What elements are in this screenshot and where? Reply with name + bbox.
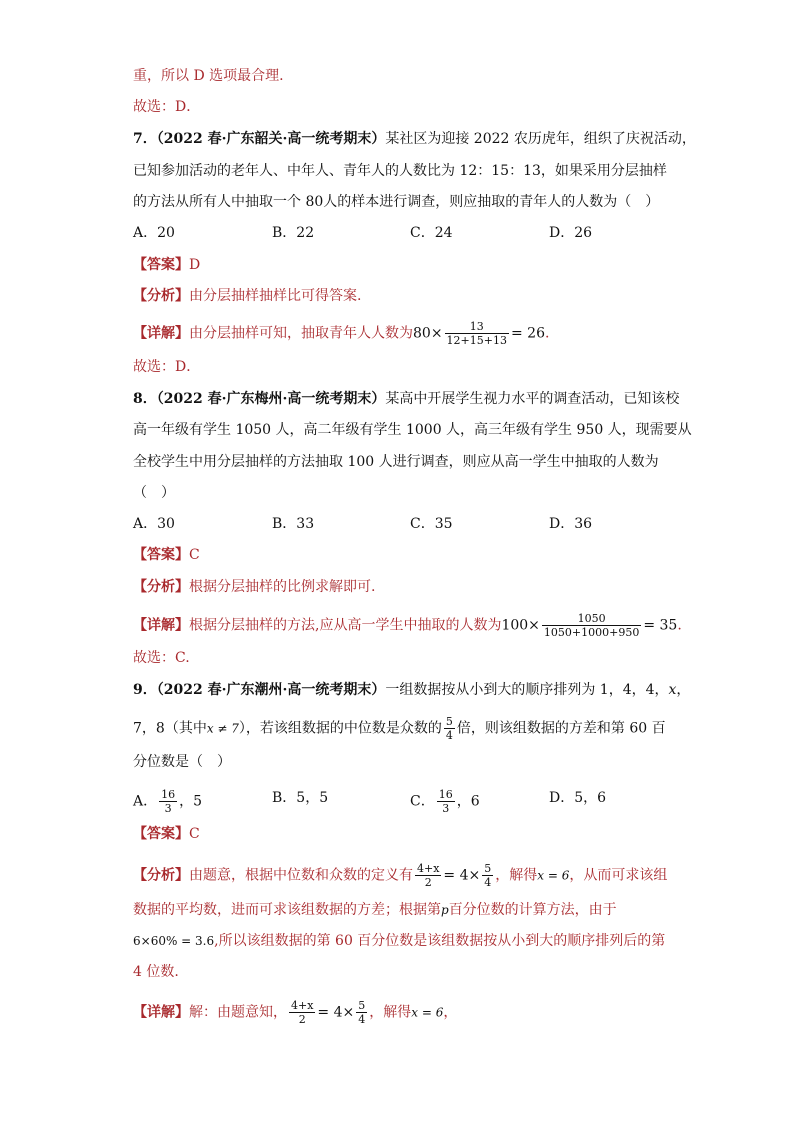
q9-text2b: ），若该组数据的中位数是众数的 — [238, 720, 442, 737]
fraction-numerator: 16 — [161, 788, 176, 801]
q7-option-c: C．24 — [410, 225, 453, 241]
q7-number: 7． — [133, 131, 157, 147]
analysis-text: 数据的平均数，进而可求该组数据的方差；根据第 — [133, 902, 441, 918]
q7-source: （2022 春·广东韶关·高一统考期末） — [156, 131, 386, 147]
q8-option-c: C．35 — [410, 516, 453, 532]
option-fraction — [437, 788, 455, 815]
detail-text: 由分层抽样可知，抽取青年人人数为 — [189, 325, 413, 342]
fraction-numerator: 16 — [438, 788, 453, 801]
detail-solution: x = 6 — [411, 1005, 444, 1020]
q7-analysis — [133, 286, 361, 306]
q7-text1: 某社区为迎接 2022 农历虎年，组织了庆祝活动， — [385, 131, 696, 147]
q9-analysis-line1 — [133, 862, 667, 889]
q7-line1 — [133, 129, 696, 149]
answer-value: D — [189, 257, 201, 273]
q9-line3: 分位数是（ ） — [133, 754, 231, 770]
analysis-math: 6×60% = 3.6 — [133, 934, 215, 948]
analysis-text: ，解得 — [495, 867, 538, 884]
analysis-fraction — [415, 862, 441, 889]
q9-analysis-line3 — [133, 931, 665, 951]
detail-text: ，解得 — [369, 1004, 412, 1021]
option-fraction — [159, 788, 177, 815]
q9-text2c: 倍，则该组数据的方差和第 60 百 — [456, 720, 666, 737]
q8-line4: （ ） — [133, 485, 175, 501]
analysis-fraction — [482, 862, 493, 889]
q8-line2: 高一年级有学生 1050 人，高二年级有学生 1000 人，高三年级有学生 950 人，现需要从 — [133, 422, 692, 438]
detail-tag: 【详解】 — [133, 1004, 189, 1021]
q8-detail — [133, 612, 682, 639]
detail-math: = 4× — [317, 1004, 355, 1021]
q8-text1: 某高中开展学生视力水平的调查活动，已知该校 — [385, 391, 680, 407]
answer-value: C — [189, 547, 200, 563]
q9-option-a — [133, 788, 202, 815]
q9-fraction — [444, 715, 455, 742]
q7-line2: 已知参加活动的老年人、中年人、青年人的人数比为 12：15：13，如果采用分层抽样 — [133, 163, 667, 179]
detail-text: 根据分层抽样的方法,应从高一学生中抽取的人数为 — [189, 617, 502, 634]
analysis-text: 由分层抽样抽样比可得答案. — [189, 288, 362, 304]
fraction-numerator: 4+x — [291, 999, 314, 1012]
detail-math-result: = 35 — [643, 617, 678, 634]
q8-line1 — [133, 389, 679, 409]
answer-value: C — [189, 826, 200, 842]
detail-math-result: = 26 — [510, 325, 545, 342]
fraction-numerator: 5 — [484, 862, 492, 875]
fraction-numerator: 13 — [469, 320, 484, 333]
q9-var-x: x — [668, 682, 677, 698]
detail-math: 80× — [413, 325, 443, 342]
q9-detail — [133, 999, 457, 1026]
option-label: A． — [133, 793, 158, 810]
q9-option-c — [410, 788, 480, 815]
q9-text1-end: ， — [676, 682, 691, 698]
detail-tag: 【详解】 — [133, 325, 189, 342]
analysis-solution: x = 6 — [537, 868, 570, 883]
q8-number: 8． — [133, 391, 157, 407]
analysis-text: 百分位数的计算方法，由于 — [448, 902, 617, 918]
detail-math: 100× — [501, 617, 540, 634]
analysis-text: 根据分层抽样的比例求解即可. — [189, 579, 376, 595]
q9-text2a: 7，8（其中 — [133, 720, 207, 737]
q7-option-d: D．26 — [549, 225, 593, 241]
q8-analysis — [133, 577, 375, 597]
fraction-numerator: 1050 — [577, 612, 606, 625]
analysis-math: = 4× — [443, 867, 481, 884]
option-label: C． — [410, 793, 435, 810]
q8-source: （2022 春·广东梅州·高一统考期末） — [156, 391, 386, 407]
q7-option-a: A．20 — [133, 225, 175, 241]
fraction-numerator: 4+x — [417, 862, 440, 875]
q9-line2 — [133, 715, 666, 742]
option-tail: ，6 — [456, 793, 480, 810]
q7-answer — [133, 255, 200, 275]
fraction-denominator: 12+15+13 — [446, 334, 507, 347]
detail-text: 解：由题意知， — [189, 1004, 287, 1021]
choice-text: 故选：D． — [133, 99, 201, 115]
q9-condition: x ≠ 7 — [206, 721, 239, 736]
q8-option-a: A．30 — [133, 516, 175, 532]
analysis-text: ,所以该组数据的第 60 百分位数是该组数据按从小到大的顺序排列后的第 — [214, 933, 666, 949]
q8-choice: 故选：C. — [133, 650, 190, 666]
fraction-denominator: 4 — [484, 876, 492, 889]
detail-fraction — [542, 612, 641, 639]
analysis-tag: 【分析】 — [133, 579, 189, 595]
q7-option-b: B．22 — [272, 225, 315, 241]
fraction-denominator: 1050+1000+950 — [543, 626, 640, 639]
q7-choice: 故选：D． — [133, 359, 201, 375]
continuation-text: 重，所以 D 选项最合理. — [133, 68, 284, 84]
fraction-numerator: 5 — [358, 999, 366, 1012]
q9-answer — [133, 824, 200, 844]
option-tail: ，5 — [179, 793, 203, 810]
q9-option-d: D．5，6 — [549, 790, 607, 806]
q9-line1 — [133, 680, 690, 700]
answer-tag: 【答案】 — [133, 257, 189, 273]
q9-number: 9． — [133, 682, 157, 698]
q8-answer — [133, 545, 200, 565]
q7-detail — [133, 320, 549, 347]
q9-option-b: B．5，5 — [272, 790, 329, 806]
fraction-denominator: 3 — [159, 801, 177, 815]
analysis-tag: 【分析】 — [133, 288, 189, 304]
q7-line3: 的方法从所有人中抽取一个 80人的样本进行调查，则应抽取的青年人的人数为（ ） — [133, 194, 660, 210]
analysis-var-p: p — [441, 903, 449, 917]
detail-tag: 【详解】 — [133, 617, 189, 634]
fraction-denominator: 2 — [415, 875, 441, 889]
detail-end: . — [677, 617, 682, 634]
analysis-text: ，从而可求该组 — [569, 867, 668, 884]
detail-fraction — [289, 999, 315, 1026]
q9-source: （2022 春·广东潮州·高一统考期末） — [156, 682, 386, 698]
q8-option-b: B．33 — [272, 516, 315, 532]
fraction-denominator: 4 — [445, 729, 453, 742]
q9-text1: 一组数据按从小到大的顺序排列为 1，4，4， — [385, 682, 669, 698]
analysis-text: 由题意，根据中位数和众数的定义有 — [189, 867, 413, 884]
detail-end: ， — [443, 1004, 458, 1021]
q8-line3: 全校学生中用分层抽样的方法抽取 100 人进行调查，则应从高一学生中抽取的人数为 — [133, 454, 659, 470]
q9-analysis-line2 — [133, 900, 617, 920]
detail-fraction — [445, 320, 509, 347]
q9-analysis-line4: 4 位数. — [133, 964, 179, 980]
q8-option-d: D．36 — [549, 516, 593, 532]
fraction-denominator: 4 — [358, 1013, 366, 1026]
answer-tag: 【答案】 — [133, 826, 189, 842]
fraction-numerator: 5 — [445, 715, 453, 728]
fraction-denominator: 3 — [437, 801, 455, 815]
detail-end: . — [544, 325, 550, 342]
analysis-tag: 【分析】 — [133, 867, 189, 884]
fraction-denominator: 2 — [289, 1012, 315, 1026]
detail-fraction — [356, 999, 367, 1026]
answer-tag: 【答案】 — [133, 547, 189, 563]
